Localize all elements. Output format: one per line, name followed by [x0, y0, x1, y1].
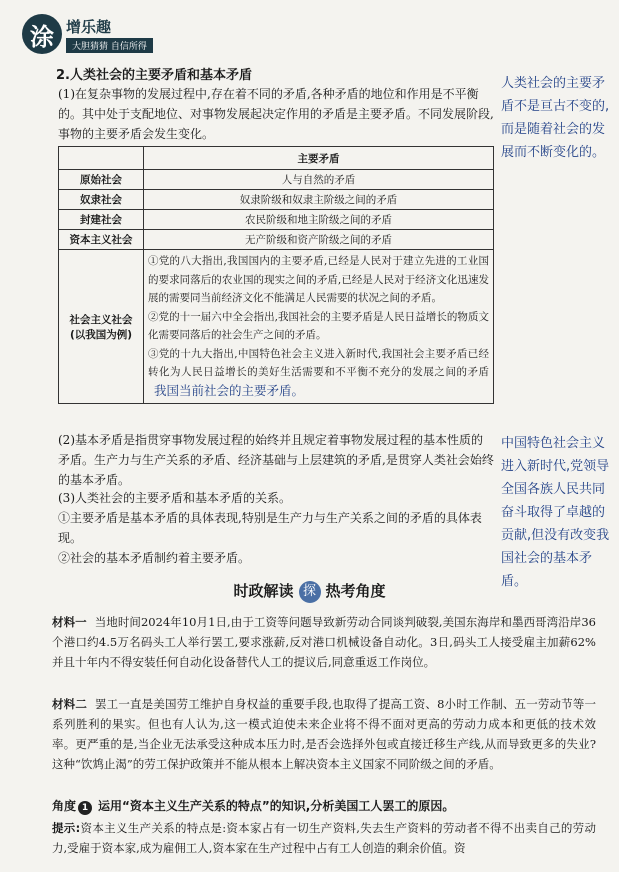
handwritten-note-1: 人类社会的主要矛盾不是亘古不变的,而是随着社会的发展而不断变化的。: [501, 76, 610, 160]
material-text: 罢工一直是美国劳工维护自身权益的重要手段,也取得了提高工资、8小时工作制、五一劳动节等一系列胜利的果实。但也有人认为,这一模式迫使未来企业将不得不面对更高的劳动力成本和更低的技术效率。更严重的是,当企业无法承受这种成本压力时,是否会选择外包或直接迁移生产线,从而导致更多的失业?这种“饮鸩止渴”的劳工保护政策并不能从根本上解决资本主义国家不同阶级之间的矛盾。: [52, 697, 597, 771]
page-header: [22, 14, 222, 58]
table-row: [59, 210, 494, 230]
stage-label: 社会主义社会: [69, 313, 133, 326]
angle-number: 1: [78, 801, 92, 815]
hint-label: 提示:: [52, 821, 81, 835]
banner-badge: 探: [299, 581, 321, 603]
material-2: [52, 694, 596, 774]
angle-question: [52, 797, 454, 815]
socialism-item: ①党的八大指出,我国国内的主要矛盾,已经是人民对于建立先进的工业国的要求同落后的农业国的现实之间的矛盾,已经是人民对于经济文化迅速发展的需要同当前经济文化不能满足人民需要的状况之间的矛盾。: [148, 255, 489, 304]
logo-icon: 涂: [22, 14, 62, 54]
table-header: 主要矛盾: [144, 147, 494, 170]
paragraph-1: (1)在复杂事物的发展过程中,存在着不同的矛盾,各种矛盾的地位和作用是不平衡的。其中处于支配地位、对事物发展起决定作用的矛盾是主要矛盾。不同发展阶段,事物的主要矛盾会发生变化。: [58, 87, 494, 141]
contradiction-table: [58, 146, 494, 404]
handwritten-inline-note: 我国当前社会的主要矛盾。: [154, 382, 305, 398]
section-banner: [0, 580, 619, 603]
stage-cell: 封建社会: [59, 210, 144, 230]
contradiction-cell: 农民阶级和地主阶级之间的矛盾: [144, 210, 494, 230]
table-row: [59, 170, 494, 190]
paragraph-3-2: ②社会的基本矛盾制约着主要矛盾。: [58, 551, 251, 565]
table-header-row: [59, 147, 494, 170]
banner-left: 时政解读: [233, 582, 294, 600]
material-label: 材料二: [52, 697, 87, 711]
stage-cell: 原始社会: [59, 170, 144, 190]
socialism-item: [148, 345, 489, 402]
hint: [52, 818, 596, 858]
table-corner-cell: [59, 147, 144, 170]
stage-cell: 资本主义社会: [59, 230, 144, 250]
contradiction-cell: 无产阶级和资产阶级之间的矛盾: [144, 230, 494, 250]
material-1: [52, 612, 596, 672]
socialism-contradictions: [144, 250, 494, 404]
stage-cell: 奴隶社会: [59, 190, 144, 210]
brand-slogan: 大胆猜猜 自信所得: [66, 38, 153, 53]
table-row: [59, 230, 494, 250]
paragraph-3-1: ①主要矛盾是基本矛盾的具体表现,特别是生产力与生产关系之间的矛盾的具体表现。: [58, 511, 482, 545]
table-row-socialism: [59, 250, 494, 404]
contradiction-cell: 人与自然的矛盾: [144, 170, 494, 190]
handwritten-note-2: 中国特色社会主义进入新时代,党领导全国各族人民共同奋斗取得了卓越的贡献,但没有改变我国社会的基本矛盾。: [501, 436, 610, 589]
material-label: 材料一: [52, 615, 87, 629]
socialism-item: ②党的十一届六中全会指出,我国社会的主要矛盾是人民日益增长的物质文化需要同落后的社会生产之间的矛盾。: [148, 310, 489, 341]
section-title: 2.人类社会的主要矛盾和基本矛盾: [56, 68, 252, 83]
socialism-item-text: ③党的十九大指出,中国特色社会主义进入新时代,我国社会主要矛盾已经转化为人民日益增长的美好生活需要和不平衡不充分的发展之间的矛盾: [148, 347, 489, 378]
table-row: [59, 190, 494, 210]
paragraph-2: (2)基本矛盾是指贯穿事物发展过程的始终并且规定着事物发展过程的基本性质的矛盾。生产力与生产关系的矛盾、经济基础与上层建筑的矛盾,是贯穿人类社会始终的基本矛盾。: [58, 433, 494, 487]
hint-text: 资本主义生产关系的特点是:资本家占有一切生产资料,失去生产资料的劳动者不得不出卖自己的劳动力,受雇于资本家,成为雇佣工人,资本家在生产过程中占有工人创造的剩余价值。资: [52, 821, 596, 855]
angle-label: 角度: [52, 799, 77, 813]
banner-right: 热考角度: [325, 582, 386, 600]
stage-note: (以我国为例): [69, 328, 133, 341]
material-text: 当地时间2024年10月1日,由于工资等问题导致新劳动合同谈判破裂,美国东海岸和墨西哥湾沿岸36个港口约4.5万名码头工人举行罢工,要求涨薪,反对港口机械设备自动化。3日,码头工人接受雇主加薪62%并且十年内不得安装任何自动化设备替代人工的提议后,同意重返工作岗位。: [52, 615, 596, 669]
brand-name: 增乐趣: [66, 18, 112, 36]
contradiction-cell: 奴隶阶级和奴隶主阶级之间的矛盾: [144, 190, 494, 210]
stage-cell-socialism: [59, 250, 144, 404]
angle-text: 运用“资本主义生产关系的特点”的知识,分析美国工人罢工的原因。: [98, 799, 455, 813]
paragraph-3: (3)人类社会的主要矛盾和基本矛盾的关系。: [58, 491, 291, 505]
